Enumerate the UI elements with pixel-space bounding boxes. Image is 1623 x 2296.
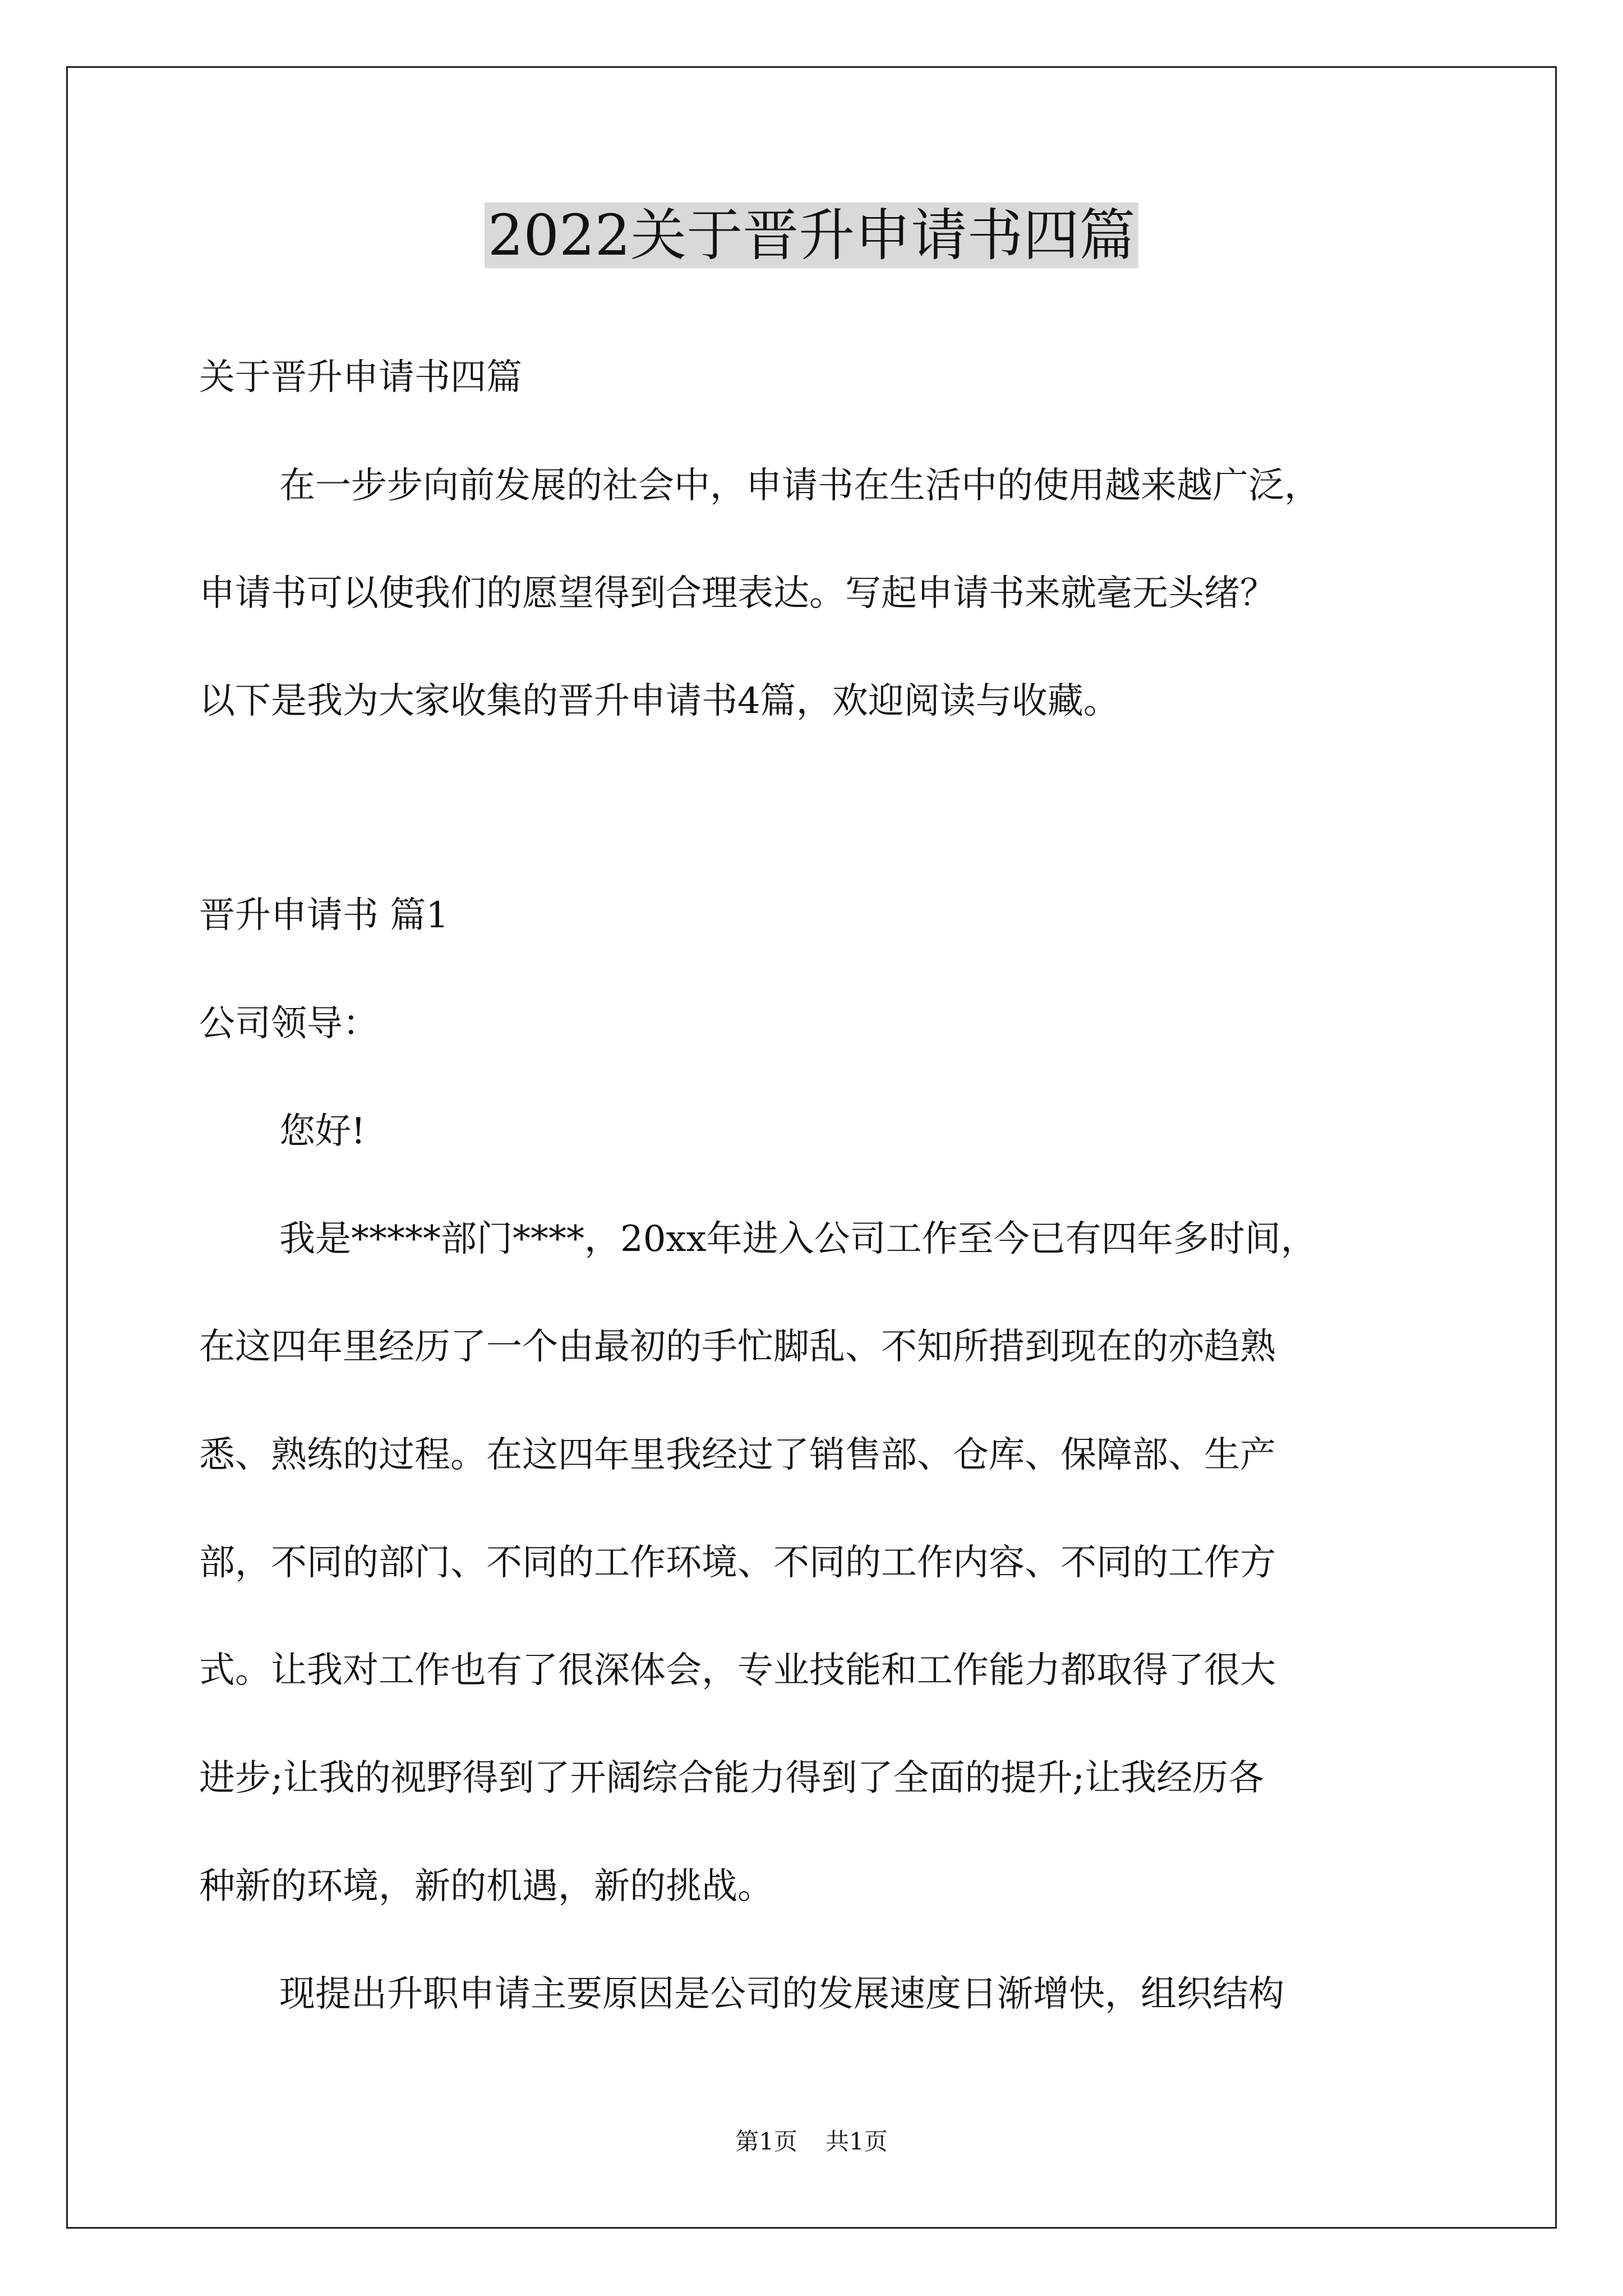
paragraph-line: 申请书可以使我们的愿望得到合理表达。写起申请书来就毫无头绪？ [199, 573, 1276, 614]
paragraph-line: 现提出升职申请主要原因是公司的发展速度日渐增快，组织结构 [279, 1973, 1284, 2015]
document-title [0, 194, 1623, 278]
paragraph-line: 以下是我为大家收集的晋升申请书4篇，欢迎阅读与收藏。 [199, 680, 1119, 722]
paragraph-line: 部，不同的部门、不同的工作环境、不同的工作内容、不同的工作方 [199, 1542, 1276, 1584]
paragraph-line: 式。让我对工作也有了很深体会，专业技能和工作能力都取得了很大 [199, 1650, 1276, 1691]
paragraph-line: 进步;让我的视野得到了开阔综合能力得到了全面的提升;让我经历各 [199, 1757, 1265, 1799]
section-heading: 晋升申请书 篇1 [199, 895, 449, 936]
salutation-line: 公司领导： [199, 1003, 379, 1045]
page-number: 第1页 [735, 2128, 797, 2155]
paragraph-line: 在这四年里经历了一个由最初的手忙脚乱、不知所措到现在的亦趋熟 [199, 1326, 1276, 1368]
paragraph-line: 在一步步向前发展的社会中，申请书在生活中的使用越来越广泛， [279, 465, 1320, 507]
paragraph-line: 我是*****部门****，20xx年进入公司工作至今已有四年多时间， [279, 1218, 1317, 1260]
document-title-text: 2022关于晋升申请书四篇 [485, 203, 1139, 268]
paragraph-line: 种新的环境，新的机遇，新的挑战。 [199, 1866, 773, 1907]
subtitle-line: 关于晋升申请书四篇 [199, 357, 522, 398]
greeting-line: 您好! [279, 1111, 366, 1152]
page-total: 共1页 [826, 2128, 888, 2155]
page-footer [0, 2125, 1623, 2159]
paragraph-line: 悉、熟练的过程。在这四年里我经过了销售部、仓库、保障部、生产 [199, 1434, 1276, 1476]
